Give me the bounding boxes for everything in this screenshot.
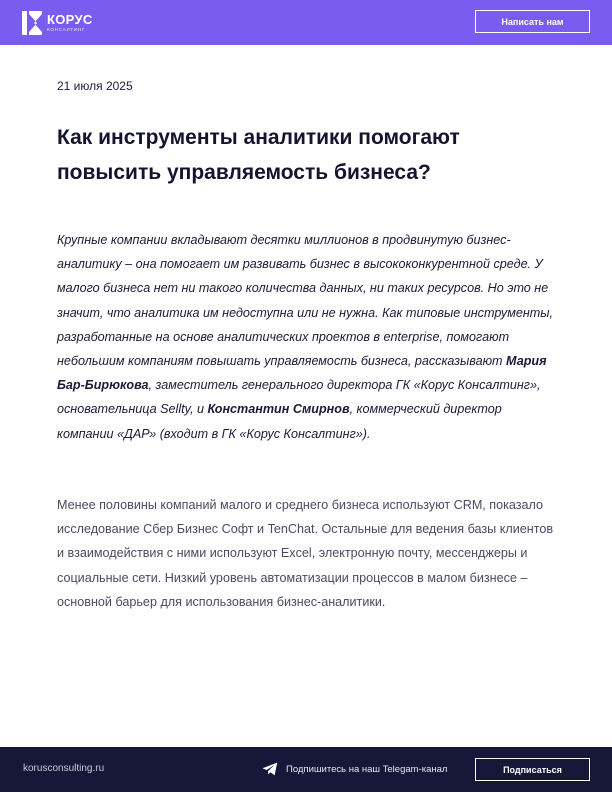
telegram-subscribe-link[interactable]: Подпишитесь на наш Telegam-канал xyxy=(286,764,448,775)
article-paragraph: Менее половины компаний малого и среднего бизнеса используют CRM, показало исследование Сбер Бизнес Софт и TenChat. Остальные для ведения базы клиентов и взаимодействия с ними используют Excel, электронную почту, мессенджеры и социальные сети. Низкий уровень автоматизации процессов в малом бизнесе – основной барьер для использования бизнес-аналитики. xyxy=(57,498,554,609)
bottom-footer xyxy=(0,747,612,792)
lead-text-3: , коммерческий директор компании «ДАР» (входит в ГК «Корус Консалтинг»). xyxy=(57,402,502,441)
article-title: Как инструменты аналитики помогают повысить управляемость бизнеса? xyxy=(57,126,460,184)
lead-text-2: , заместитель генерального директора ГК «Корус Консалтинг», основательница Sellty, и xyxy=(57,378,541,417)
logo-word: КОРУС xyxy=(47,12,93,28)
korus-logo[interactable] xyxy=(22,11,93,35)
logo-text xyxy=(47,13,93,33)
lead-text-1: Крупные компании вкладывают десятки миллионов в продвинутую бизнес-аналитику – она помогает им развивать бизнес в высококонкурентной среде. У малого бизнеса нет ни такого количества данных, ни таких ресурсов. Но это не значит, что аналитика им недоступна или не нужна. Как типовые инструменты, разработанные на основе аналитических проектов в enterprise, помогают небольшим компаниям повышать управляемость бизнеса, рассказывают xyxy=(57,233,554,369)
article-lead xyxy=(57,228,557,446)
subscribe-button[interactable]: Подписаться xyxy=(475,758,590,781)
lead-name-2: Константин Смирнов xyxy=(207,402,350,417)
telegram-icon[interactable] xyxy=(262,762,278,776)
article-date: 21 июля 2025 xyxy=(57,79,133,93)
korus-logo-icon xyxy=(22,11,42,35)
contact-us-button[interactable]: Написать нам xyxy=(475,10,590,33)
logo-subtitle: КОНСАЛТИНГ xyxy=(47,27,86,33)
lead-name-1: Мария Бар-Бирюкова xyxy=(57,354,547,393)
site-link[interactable]: korusconsulting.ru xyxy=(23,763,105,774)
top-header xyxy=(0,0,612,45)
